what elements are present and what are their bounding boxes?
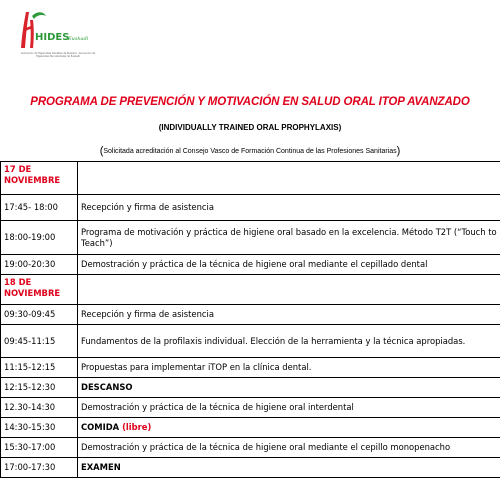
table-row — [1, 195, 500, 221]
schedule-table — [0, 161, 500, 478]
empty-cell — [78, 162, 500, 195]
activity-cell — [78, 418, 500, 438]
activity-main: COMIDA — [81, 422, 120, 432]
table-row — [1, 438, 500, 458]
table-row — [1, 162, 500, 195]
activity-cell: Recepción y firma de asistencia — [78, 305, 500, 325]
table-row — [1, 378, 500, 398]
table-row — [1, 255, 500, 275]
activity-cell: DESCANSO — [78, 378, 500, 398]
activity-cell: Recepción y firma de asistencia — [78, 195, 500, 221]
day-label: 17 DE NOVIEMBRE — [1, 162, 78, 195]
table-row — [1, 398, 500, 418]
activity-cell: Demostración y práctica de la técnica de higiene oral interdental — [78, 398, 500, 418]
activity-cell: EXAMEN — [78, 458, 500, 478]
activity-note: (libre) — [119, 422, 152, 432]
activity-cell: Programa de motivación y práctica de higiene oral basado en la excelencia. Método T2T (“Touch to Teach”) — [78, 221, 500, 255]
table-row — [1, 418, 500, 438]
time-cell: 09:45-11:15 — [1, 325, 78, 358]
time-cell: 12:15-12:30 — [1, 378, 78, 398]
time-cell: 14:30-15:30 — [1, 418, 78, 438]
time-cell: 15:30-17:00 — [1, 438, 78, 458]
activity-cell: Fundamentos de la profilaxis individual. Elección de la herramienta y la técnica apropiadas. — [78, 325, 500, 358]
table-row — [1, 221, 500, 255]
time-cell: 17:45- 18:00 — [1, 195, 78, 221]
activity-cell: Demostración y práctica de la técnica de higiene oral mediante el cepillo monopenacho — [78, 438, 500, 458]
open-paren: ( — [99, 145, 104, 157]
activity-cell: Demostración y práctica de la técnica de higiene oral mediante el cepillado dental — [78, 255, 500, 275]
accreditation-note — [0, 145, 500, 157]
table-row — [1, 305, 500, 325]
logo-brand: HIDES — [35, 32, 70, 43]
time-cell: 18:00-19:00 — [1, 221, 78, 255]
time-cell: 17:00-17:30 — [1, 458, 78, 478]
empty-cell — [78, 275, 500, 305]
time-cell: 11:15-12:15 — [1, 358, 78, 378]
page-title: PROGRAMA DE PREVENCIÓN Y MOTIVACIÓN EN SALUD ORAL ITOP AVANZADO — [30, 96, 470, 108]
table-row — [1, 458, 500, 478]
table-row — [1, 358, 500, 378]
page-subtitle: (INDIVIDUALLY TRAINED ORAL PROPHYLAXIS) — [158, 123, 342, 132]
table-row — [1, 325, 500, 358]
hides-logo — [18, 8, 96, 78]
accreditation-text: Solicitada acreditación al Consejo Vasco de Formación Continua de las Profesiones Sanitarias — [103, 148, 397, 155]
day-label: 18 DE NOVIEMBRE — [1, 275, 78, 305]
time-cell: 12.30-14:30 — [1, 398, 78, 418]
logo-fine-print: Asociación de Higienistas Dentales de Euskadi · Asociación de Higienistas Bucodentales de Euskadi — [20, 52, 96, 59]
table-row — [1, 275, 500, 305]
close-paren: ) — [396, 145, 401, 157]
time-cell: 09:30-09:45 — [1, 305, 78, 325]
activity-cell: Propuestas para implementar iTOP en la clínica dental. — [78, 358, 500, 378]
logo-brand-suffix: Euskadi — [68, 36, 89, 42]
time-cell: 19:00-20:30 — [1, 255, 78, 275]
